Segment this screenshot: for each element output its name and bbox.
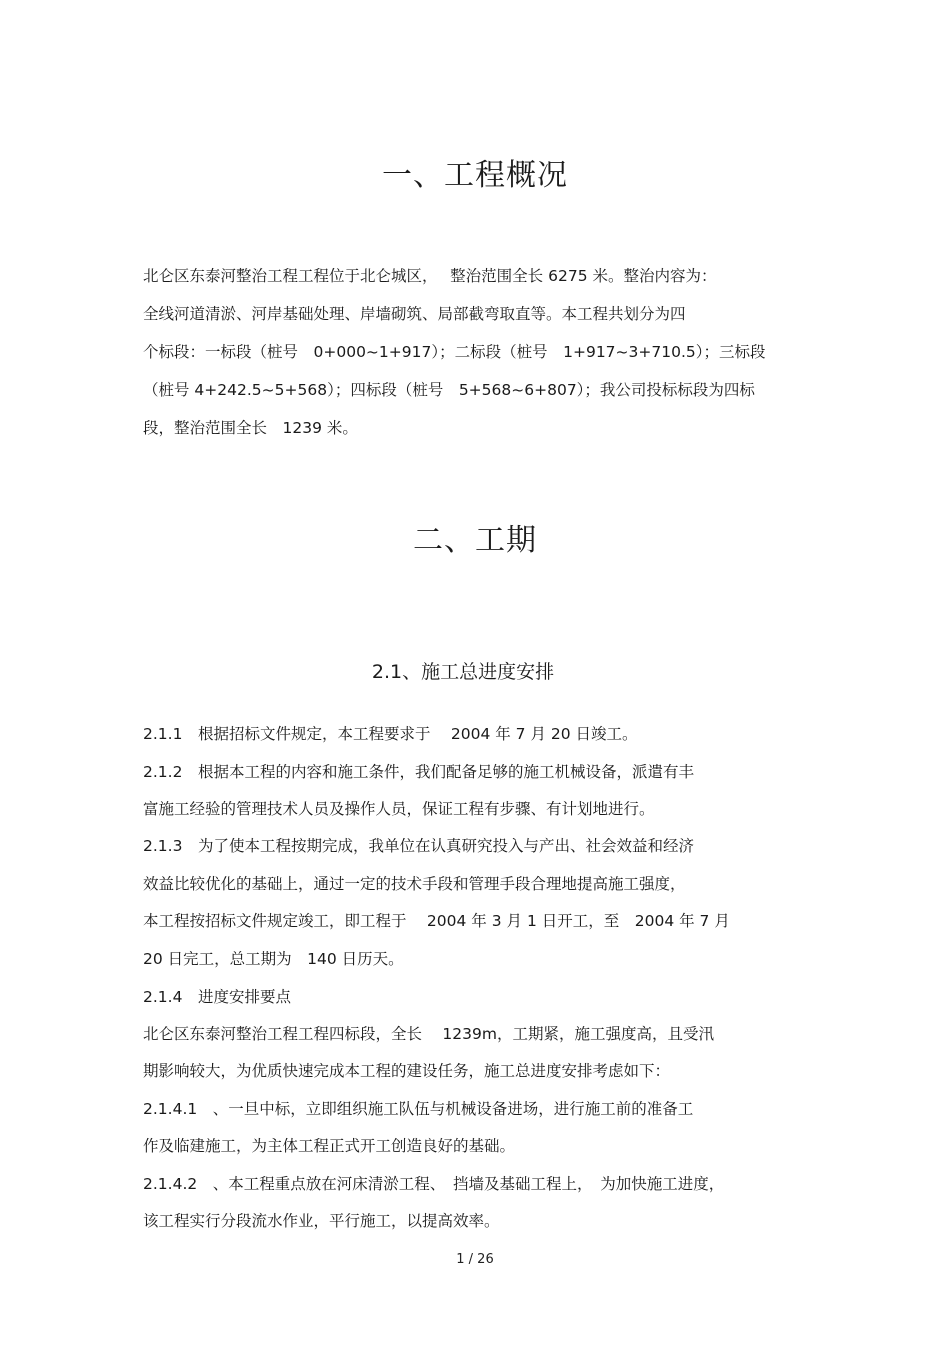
overview-line-1: 北仑区东泰河整治工程工程位于北仑城区， 整治范围全长 6275 米。整治内容为： <box>143 267 717 285</box>
schedule-line-10: 期影响较大，为优质快速完成本工程的建设任务，施工总进度安排考虑如下： <box>143 1062 671 1080</box>
schedule-line-2: 2.1.2 根据本工程的内容和施工条件，我们配备足够的施工机械设备，派遣有丰 <box>143 763 694 781</box>
schedule-line-8: 2.1.4 进度安排要点 <box>143 988 291 1006</box>
overview-line-4: （桩号 4+242.5~5+568）；四标段（桩号 5+568~6+807）；我公司投标标段为四标 <box>143 381 755 399</box>
schedule-line-5: 效益比较优化的基础上，通过一定的技术手段和管理手段合理地提高施工强度， <box>143 875 686 893</box>
section-title-overview: 一、工程概况 <box>382 158 568 193</box>
schedule-line-7: 20 日完工，总工期为 140 日历天。 <box>143 950 404 968</box>
schedule-line-1: 2.1.1 根据招标文件规定，本工程要求于 2004 年 7 月 20 日竣工。 <box>143 725 638 743</box>
schedule-line-11: 2.1.4.1 、一旦中标，立即组织施工队伍与机械设备进场，进行施工前的准备工 <box>143 1100 694 1118</box>
schedule-line-6: 本工程按招标文件规定竣工，即工程于 2004 年 3 月 1 日开工，至 2004 年 7 月 <box>143 912 730 930</box>
schedule-line-9: 北仑区东泰河整治工程工程四标段，全长 1239m，工期紧，施工强度高，且受汛 <box>143 1025 714 1043</box>
subsection-title-2-1: 2.1、施工总进度安排 <box>371 661 555 683</box>
page-number: 1 / 26 <box>456 1252 494 1267</box>
schedule-line-14: 该工程实行分段流水作业，平行施工，以提高效率。 <box>143 1212 500 1230</box>
section-title-schedule: 二、工期 <box>413 523 537 558</box>
schedule-line-3: 富施工经验的管理技术人员及操作人员，保证工程有步骤、有计划地进行。 <box>143 800 655 818</box>
schedule-line-4: 2.1.3 为了使本工程按期完成，我单位在认真研究投入与产出、社会效益和经济 <box>143 837 694 855</box>
overview-line-5: 段，整治范围全长 1239 米。 <box>143 419 358 437</box>
overview-line-2: 全线河道清淤、河岸基础处理、岸墙砌筑、局部截弯取直等。本工程共划分为四 <box>143 305 686 323</box>
schedule-line-12: 作及临建施工，为主体工程正式开工创造良好的基础。 <box>143 1137 516 1155</box>
overview-line-3: 个标段：一标段（桩号 0+000~1+917）；二标段（桩号 1+917~3+710.5）；三标段 <box>143 343 766 361</box>
schedule-line-13: 2.1.4.2 、本工程重点放在河床清淤工程、 挡墙及基础工程上， 为加快施工进度， <box>143 1175 725 1193</box>
